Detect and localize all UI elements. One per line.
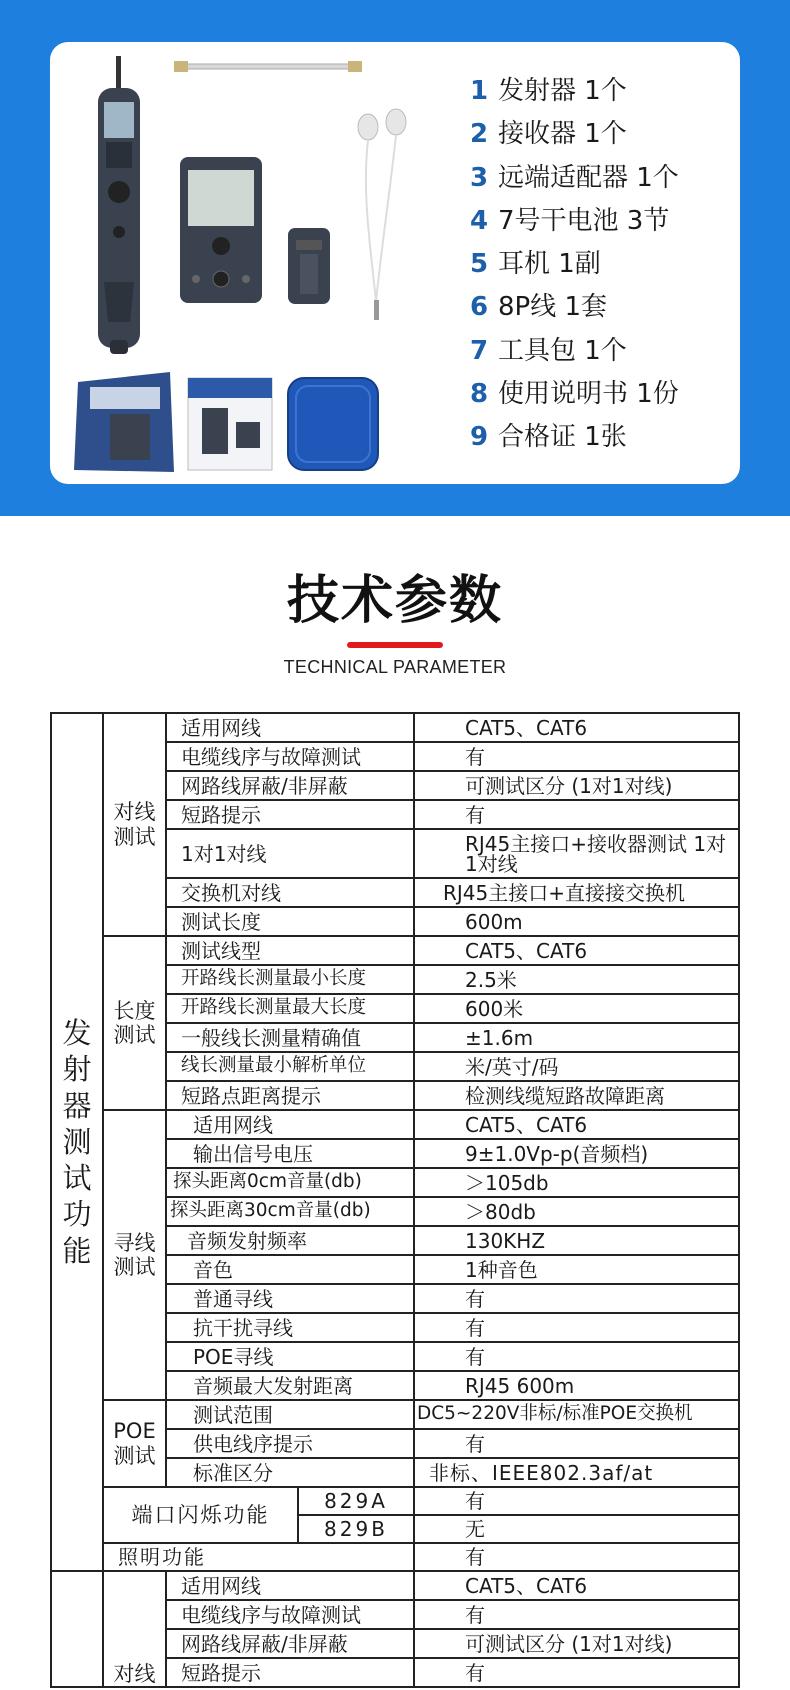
param-name: 开路线长测量最大长度 bbox=[166, 994, 414, 1023]
param-value: 可测试区分 (1对1对线) bbox=[414, 771, 739, 800]
param-name: 适用网线 bbox=[166, 1571, 414, 1600]
group-lighting: 照明功能 bbox=[103, 1543, 414, 1571]
param-value: 9±1.0Vp-p(音频档) bbox=[414, 1139, 739, 1168]
group-wire-test-2: 对线 bbox=[103, 1571, 166, 1687]
receiver-image bbox=[180, 157, 262, 303]
param-name: 829A bbox=[298, 1487, 414, 1515]
group-wire-test: 对线测试 bbox=[103, 713, 166, 936]
user-manual-image bbox=[188, 378, 272, 470]
remote-adapter-image bbox=[288, 228, 330, 304]
transmitter-image bbox=[98, 56, 140, 354]
param-value: 有 bbox=[414, 1429, 739, 1458]
param-value: 有 bbox=[414, 1543, 739, 1571]
param-value: 有 bbox=[414, 742, 739, 771]
title-underline bbox=[347, 642, 443, 648]
param-value: 2.5米 bbox=[414, 965, 739, 994]
param-value: CAT5、CAT6 bbox=[414, 1571, 739, 1600]
param-name: 短路点距离提示 bbox=[166, 1081, 414, 1110]
param-name: 网路线屏蔽/非屏蔽 bbox=[166, 771, 414, 800]
list-item: 8 使用说明书 1份 bbox=[470, 379, 679, 410]
list-item: 1 发射器 1个 bbox=[470, 76, 627, 106]
group-length-test: 长度测试 bbox=[103, 936, 166, 1110]
param-value: 有 bbox=[414, 1342, 739, 1371]
param-value: 有 bbox=[414, 800, 739, 829]
list-item: 9 合格证 1张 bbox=[470, 422, 627, 453]
param-value: 有 bbox=[414, 1313, 739, 1342]
param-name: 普通寻线 bbox=[166, 1284, 414, 1313]
param-value: 可测试区分 (1对1对线) bbox=[414, 1629, 739, 1658]
table-row bbox=[51, 1487, 739, 1515]
param-name: 音色 bbox=[166, 1255, 414, 1284]
param-value: CAT5、CAT6 bbox=[414, 1110, 739, 1139]
param-value: ±1.6m bbox=[414, 1023, 739, 1052]
param-name: POE寻线 bbox=[166, 1342, 414, 1371]
list-item: 3 远端适配器 1个 bbox=[470, 162, 679, 193]
group-trace-test: 寻线测试 bbox=[103, 1110, 166, 1400]
param-name: 探头距离30cm音量(db) bbox=[166, 1197, 414, 1226]
list-item: 6 8P线 1套 bbox=[470, 292, 608, 323]
param-name: 829B bbox=[298, 1515, 414, 1543]
group-poe-test: POE测试 bbox=[103, 1400, 166, 1487]
param-name: 交换机对线 bbox=[166, 878, 414, 907]
patch-cable-image bbox=[174, 61, 362, 72]
param-value: 无 bbox=[414, 1515, 739, 1543]
param-name: 电缆线序与故障测试 bbox=[166, 742, 414, 771]
packing-list bbox=[470, 70, 679, 460]
category-transmitter: 发射器测试功能 bbox=[51, 713, 103, 1571]
param-value: 有 bbox=[414, 1284, 739, 1313]
param-name: 开路线长测量最小长度 bbox=[166, 965, 414, 994]
param-name: 1对1对线 bbox=[166, 829, 414, 878]
param-value: 130KHZ bbox=[414, 1226, 739, 1255]
param-value: 检测线缆短路故障距离 bbox=[414, 1081, 739, 1110]
param-name: 测试长度 bbox=[166, 907, 414, 936]
list-item: 4 7号干电池 3节 bbox=[470, 205, 670, 236]
param-name: 音频最大发射距离 bbox=[166, 1371, 414, 1400]
section-subtitle: TECHNICAL PARAMETER bbox=[283, 657, 507, 677]
list-item: 2 接收器 1个 bbox=[470, 119, 627, 150]
param-value: RJ45 600m bbox=[414, 1371, 739, 1400]
param-name: 网路线屏蔽/非屏蔽 bbox=[166, 1629, 414, 1658]
table-row bbox=[51, 1110, 739, 1139]
product-photo bbox=[50, 42, 460, 484]
param-name: 探头距离0cm音量(db) bbox=[166, 1168, 414, 1197]
product-box-image bbox=[74, 372, 174, 472]
table-row bbox=[51, 936, 739, 965]
param-value: 有 bbox=[414, 1658, 739, 1687]
tool-bag-image bbox=[288, 378, 378, 470]
param-name: 电缆线序与故障测试 bbox=[166, 1600, 414, 1629]
table-row bbox=[51, 1400, 739, 1429]
param-value: CAT5、CAT6 bbox=[414, 713, 739, 742]
group-port-flash: 端口闪烁功能 bbox=[103, 1487, 298, 1543]
param-name: 适用网线 bbox=[166, 1110, 414, 1139]
param-value: RJ45主接口+接收器测试 1对1对线 bbox=[414, 829, 739, 878]
param-value: ＞105db bbox=[414, 1168, 739, 1197]
param-name: 输出信号电压 bbox=[166, 1139, 414, 1168]
param-value: 非标、IEEE802.3af/at bbox=[414, 1458, 739, 1487]
list-item: 7 工具包 1个 bbox=[470, 335, 627, 366]
table-row bbox=[51, 1571, 739, 1600]
param-value: ＞80db bbox=[414, 1197, 739, 1226]
package-contents-card bbox=[50, 42, 740, 484]
param-name: 测试范围 bbox=[166, 1400, 414, 1429]
table-row bbox=[51, 713, 739, 742]
earphones-image bbox=[358, 109, 406, 320]
param-value: 米/英寸/码 bbox=[414, 1052, 739, 1081]
param-name: 音频发射频率 bbox=[166, 1226, 414, 1255]
param-value: 600米 bbox=[414, 994, 739, 1023]
param-value: 600m bbox=[414, 907, 739, 936]
param-name: 抗干扰寻线 bbox=[166, 1313, 414, 1342]
param-name: 短路提示 bbox=[166, 800, 414, 829]
param-name: 一般线长测量精确值 bbox=[166, 1023, 414, 1052]
param-name: 测试线型 bbox=[166, 936, 414, 965]
param-value: RJ45主接口+直接接交换机 bbox=[414, 878, 739, 907]
param-name: 标准区分 bbox=[166, 1458, 414, 1487]
param-value: DC5~220V非标/标准POE交换机 bbox=[414, 1400, 739, 1429]
param-name: 适用网线 bbox=[166, 713, 414, 742]
section-title: 技术参数 bbox=[286, 571, 503, 631]
param-value: 有 bbox=[414, 1487, 739, 1515]
param-name: 短路提示 bbox=[166, 1658, 414, 1687]
table-row bbox=[51, 1543, 739, 1571]
spec-table bbox=[50, 712, 740, 1688]
param-name: 线长测量最小解析单位 bbox=[166, 1052, 414, 1081]
category-next bbox=[51, 1571, 103, 1687]
param-value: 有 bbox=[414, 1600, 739, 1629]
param-value: CAT5、CAT6 bbox=[414, 936, 739, 965]
param-value: 1种音色 bbox=[414, 1255, 739, 1284]
param-name: 供电线序提示 bbox=[166, 1429, 414, 1458]
list-item: 5 耳机 1副 bbox=[470, 249, 601, 280]
